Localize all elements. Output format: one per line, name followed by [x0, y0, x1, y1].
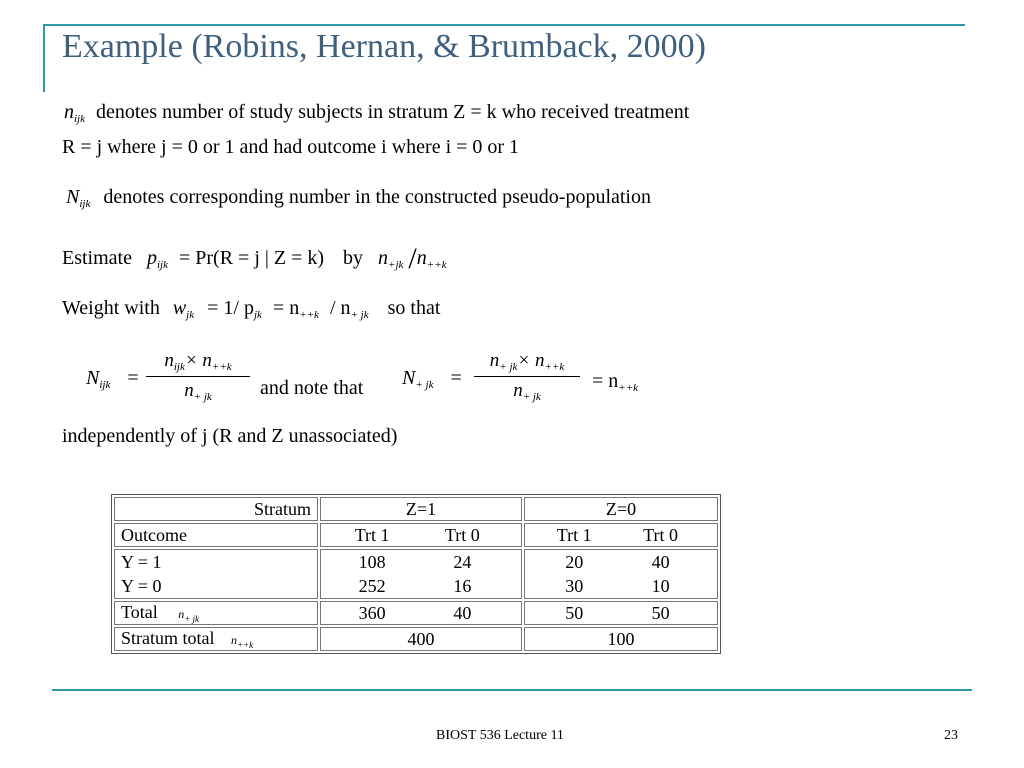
symbol-sub: ijk [99, 379, 111, 391]
table-row [114, 549, 718, 599]
symbol-n: n [64, 101, 74, 123]
n-ijk-definition [64, 101, 689, 125]
symbol-sub: ++k [618, 382, 639, 394]
weight-line [62, 297, 440, 321]
table-row [114, 601, 718, 625]
stratum-header: Stratum [114, 497, 318, 521]
table-row [114, 523, 718, 547]
symbol-sub: ++k [299, 309, 319, 321]
outcome-labels [114, 549, 318, 599]
table-cell: 20 [565, 552, 584, 572]
so-that-text: so that [387, 297, 441, 319]
fraction-bar [146, 376, 250, 377]
z0-header: Z=0 [524, 497, 718, 521]
equals-sign: = [450, 367, 462, 389]
formula-rhs [592, 370, 638, 394]
z0-treatment-headers [524, 523, 718, 547]
outcome-header: Outcome [114, 523, 318, 547]
symbol-n: n [378, 247, 389, 269]
symbol-n: n [231, 633, 237, 647]
symbol-p: p [146, 247, 157, 269]
y0-label: Y = 0 [121, 576, 162, 596]
table-row [114, 627, 718, 651]
z0-stratum-total: 100 [524, 627, 718, 651]
weight-slash: / n [329, 297, 351, 319]
trt0-label: Trt 0 [643, 524, 679, 545]
table-cell: 50 [565, 602, 584, 623]
stratum-table [111, 494, 721, 654]
bottom-rule [52, 689, 972, 691]
symbol-sub: jk [253, 309, 262, 321]
symbol-sub: + jk [184, 614, 200, 624]
symbol-sub: ++k [544, 361, 565, 373]
table-cell: 252 [358, 576, 386, 596]
page-number: 23 [944, 728, 958, 743]
symbol-sub: + jk [415, 379, 434, 391]
total-label-cell [114, 601, 318, 625]
N-ijk-definition [66, 186, 651, 210]
and-note-text: and note that [260, 377, 364, 399]
z1-stratum-total: 400 [320, 627, 522, 651]
symbol-sub: ijk [173, 361, 185, 373]
formula-fraction-2 [474, 350, 580, 403]
stratum-total-label-cell [114, 627, 318, 651]
formula-fraction-1 [146, 350, 250, 403]
independence-note: independently of j (R and Z unassociated) [62, 425, 398, 447]
symbol-sub: +jk [388, 259, 404, 271]
weight-label: Weight with [62, 297, 160, 319]
z0-totals [524, 601, 718, 625]
division-slash: / [408, 242, 417, 275]
weight-eq: = 1/ p [207, 297, 254, 319]
z1-counts [320, 549, 522, 599]
symbol-N: N [402, 367, 416, 389]
table-cell: 360 [358, 602, 386, 623]
definition-text: denotes number of study subjects in stratum Z = k who received treatment [96, 101, 690, 123]
symbol-n: n [164, 350, 174, 371]
symbol-sub: ijk [156, 259, 168, 271]
table-cell: 24 [453, 552, 472, 572]
left-rule [43, 24, 45, 92]
symbol-sub: ijk [79, 198, 91, 210]
total-label: Total [121, 602, 158, 622]
table-cell: 30 [565, 576, 584, 596]
z1-totals [320, 601, 522, 625]
table-cell: 40 [651, 552, 670, 572]
symbol-n: n [184, 380, 194, 401]
equals-n: = n [592, 370, 619, 392]
symbol-n: n [513, 380, 523, 401]
symbol-N: N [86, 367, 100, 389]
probability-expression: = Pr(R = j | Z = k) [178, 247, 325, 269]
trt1-label: Trt 1 [354, 524, 390, 545]
estimate-label: Estimate [62, 247, 132, 269]
symbol-sub: + jk [350, 309, 369, 321]
estimate-line [62, 242, 447, 276]
z0-counts [524, 549, 718, 599]
slide-title: Example (Robins, Hernan, & Brumback, 2000) [62, 28, 706, 65]
symbol-sub: jk [186, 309, 195, 321]
table-row [114, 497, 718, 521]
symbol-sub: + jk [499, 361, 518, 373]
z1-treatment-headers [320, 523, 522, 547]
symbol-sub: ++k [426, 259, 447, 271]
top-rule [43, 24, 965, 26]
table-cell: 10 [651, 576, 670, 596]
footer-course: BIOST 536 Lecture 11 [436, 728, 564, 743]
weight-eq2: = n [272, 297, 300, 319]
symbol-sub: + jk [193, 391, 212, 403]
formula-lhs [86, 367, 139, 391]
symbol-sub: ++k [211, 361, 232, 373]
table-cell: 50 [651, 602, 670, 623]
definition-text: denotes corresponding number in the constructed pseudo-population [103, 186, 651, 208]
symbol-n: n [489, 350, 500, 371]
symbol-w: w [172, 297, 187, 319]
trt0-label: Trt 0 [444, 524, 480, 545]
symbol-sub: ++k [237, 640, 254, 650]
definition-continued: R = j where j = 0 or 1 and had outcome i where i = 0 or 1 [62, 136, 520, 158]
symbol-N: N [66, 186, 80, 208]
table-cell: 16 [453, 576, 472, 596]
symbol-n: n [178, 607, 185, 621]
fraction-bar [474, 376, 580, 377]
table-cell: 108 [358, 552, 386, 572]
equals-sign: = [127, 367, 139, 389]
y1-label: Y = 1 [121, 552, 162, 572]
by-word: by [343, 247, 364, 269]
trt1-label: Trt 1 [556, 524, 592, 545]
table-cell: 40 [453, 602, 472, 623]
symbol-sub: ijk [74, 113, 85, 125]
symbol-n: n [416, 247, 427, 269]
z1-header: Z=1 [320, 497, 522, 521]
times-n: × n [517, 350, 545, 371]
times-n: × n [184, 350, 212, 371]
symbol-sub: + jk [522, 391, 541, 403]
stratum-total-label: Stratum total [121, 628, 215, 648]
formula-lhs-2 [402, 367, 462, 391]
